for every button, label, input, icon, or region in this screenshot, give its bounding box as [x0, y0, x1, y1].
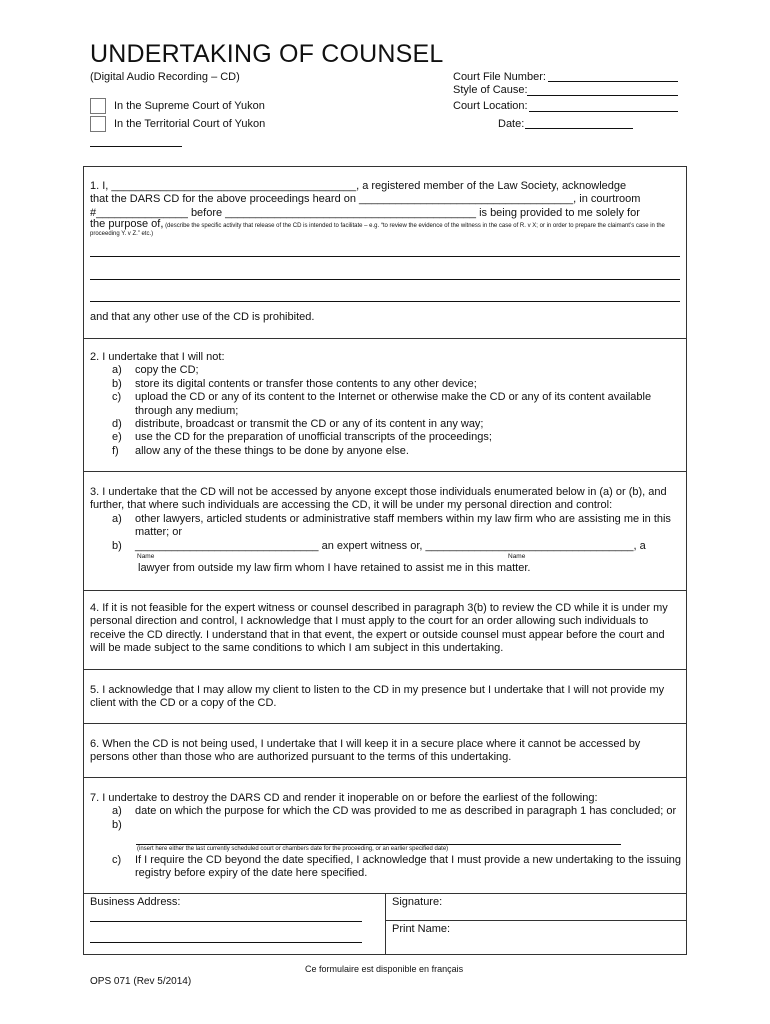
supreme-court-label: In the Supreme Court of Yukon	[114, 100, 265, 112]
list-item: a) copy the CD;	[112, 364, 199, 377]
form-title: UNDERTAKING OF COUNSEL	[90, 40, 444, 68]
section-1-line-3: #_______________ before _________________________________________ is being provided to me solely for	[90, 206, 640, 219]
list-item: b) store its digital contents or transfer those contents to any other device;	[112, 377, 477, 390]
court-file-number-field[interactable]	[548, 81, 678, 82]
section-5: 5. I acknowledge that I may allow my client to listen to the CD in my presence but I undertake that I will not provide my client with the CD or a copy of the CD.	[90, 684, 665, 710]
date-label: Date:	[498, 118, 525, 130]
list-item: e) use the CD for the preparation of unofficial transcripts of the proceedings;	[112, 431, 492, 444]
form-subtitle: (Digital Audio Recording – CD)	[90, 71, 240, 83]
name-label-2: Name	[508, 553, 526, 560]
list-item: b)	[112, 818, 122, 831]
section-1-line-1: 1. I, ________________________________________, a registered member of the Law Society, acknowledge	[90, 180, 627, 192]
list-item: f) allow any of the these things to be done by anyone else.	[112, 444, 409, 457]
list-item: a) date on which the purpose for which the CD was provided to me as described in paragraph 1 has concluded; or	[112, 805, 677, 818]
purpose-line-2[interactable]	[90, 279, 680, 280]
section-divider	[83, 669, 687, 670]
list-item: d) distribute, broadcast or transmit the CD or any of its content in any way;	[112, 418, 484, 431]
undertaking-form-box	[83, 166, 687, 955]
print-name-label: Print Name:	[392, 923, 451, 935]
territorial-court-checkbox[interactable]	[90, 116, 106, 132]
supreme-court-checkbox[interactable]	[90, 98, 106, 114]
date-field[interactable]	[525, 128, 633, 129]
section-6: 6. When the CD is not being used, I undertake that I will keep it in a secure place where it cannot be accessed by persons other than those who are authorized pursuant to the terms of this undertaking.	[90, 738, 641, 764]
business-address-label: Business Address:	[90, 896, 181, 908]
style-of-cause-field[interactable]	[527, 95, 678, 96]
section-1-purpose	[90, 220, 682, 238]
signature-label: Signature:	[392, 896, 443, 908]
purpose-lead: the purpose of,	[90, 218, 164, 231]
signature-divider	[385, 920, 687, 921]
section-1	[90, 180, 682, 238]
section-3-intro: 3. I undertake that the CD will not be accessed by anyone except those individuals enumerated below in (a) or (b), and further, that where such individuals are accessing the CD, it will be under my personal direction and control:	[90, 486, 667, 512]
section-1-line-2: that the DARS CD for the above proceedings heard on ___________________________________, in courtroom	[90, 193, 641, 206]
business-address-line-1[interactable]	[90, 921, 362, 922]
style-of-cause-label: Style of Cause:	[453, 84, 528, 96]
section-7-item-c	[90, 854, 682, 881]
court-location-field[interactable]	[529, 111, 678, 112]
list-item: c) upload the CD or any of its content to the Internet or otherwise make the CD or any of its content available through any medium;	[112, 391, 652, 417]
section-divider	[83, 590, 687, 591]
destroy-date-field[interactable]	[136, 844, 621, 845]
section-7	[90, 792, 682, 832]
name-label-1: Name	[137, 553, 155, 560]
section-divider	[83, 777, 687, 778]
form-number: OPS 071 (Rev 5/2014)	[90, 976, 192, 987]
section-7-intro: 7. I undertake to destroy the DARS CD and render it inoperable on or before the earliest of the following:	[90, 792, 598, 804]
footer-column-divider	[385, 893, 386, 955]
destroy-date-note: (insert here either the last currently scheduled court or chambers date for the proceeding, or an earlier specified date)	[137, 846, 449, 852]
purpose-line-3[interactable]	[90, 301, 680, 302]
territorial-court-label: In the Territorial Court of Yukon	[114, 118, 266, 130]
section-3	[90, 486, 682, 553]
court-file-number-label: Court File Number:	[453, 71, 546, 83]
purpose-line-1[interactable]	[90, 256, 680, 257]
section-2	[90, 351, 682, 458]
section-3-item-b-continued: lawyer from outside my law firm whom I have retained to assist me in this matter.	[138, 562, 531, 574]
business-address-line-2[interactable]	[90, 942, 362, 943]
french-availability-note: Ce formulaire est disponible en français	[305, 964, 464, 974]
court-location-label: Court Location:	[453, 100, 528, 112]
purpose-note: (describe the specific activity that release of the CD is intended to facilitate – e.g. “to review the evidence of the witness in the case of R. v X; or in order to prepare the claimant’s case in the proceeding Y. v Z.” etc.)	[90, 223, 665, 238]
section-divider	[83, 338, 687, 339]
section-4: 4. If it is not feasible for the expert witness or counsel described in paragraph 3(b) to review the CD while it is under my personal direction and control, I acknowledge that I must apply to the court for an order allowing such individuals to receive the CD directly. I understand that in that event, the expert or outside counsel must appear before the court and will be made subject to the same conditions to which I am subject in this undertaking.	[90, 602, 668, 655]
list-item: b) ______________________________ an expert witness or, __________________________________, a	[112, 539, 646, 552]
section-divider	[83, 723, 687, 724]
header-short-rule	[90, 146, 182, 147]
section-divider	[83, 471, 687, 472]
list-item: a) other lawyers, articled students or administrative staff members within my law firm who are assisting me in this matter; or	[112, 512, 671, 539]
section-2-intro: 2. I undertake that I will not:	[90, 351, 225, 363]
list-item: c) If I require the CD beyond the date specified, I acknowledge that I must provide a new undertaking to the issuing registry before expiry of the date here specified.	[112, 854, 682, 880]
section-1-closing: and that any other use of the CD is prohibited.	[90, 311, 315, 323]
